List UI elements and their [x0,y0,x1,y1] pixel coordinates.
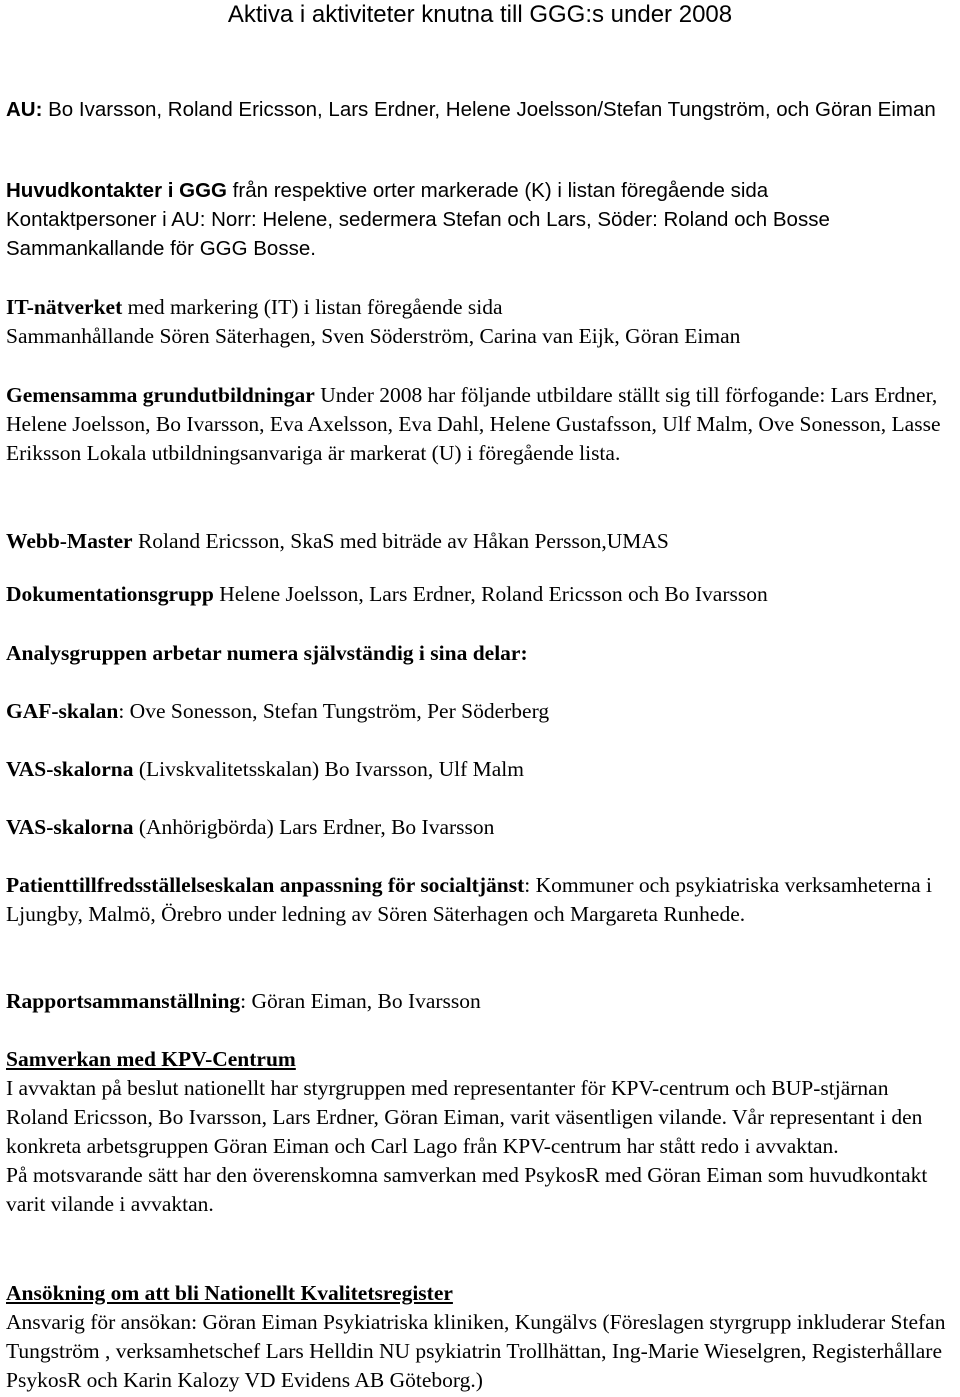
ansokan-text: Ansvarig för ansökan: Göran Eiman Psykiatriska kliniken, Kungälvs (Föreslagen styrgrupp inkluderar Stefan Tungström , verksamhetschef Lars Helldin NU psykiatrin Trollhättan, Ing-Marie Wieselgren, Registerhållare PsykosR och Karin Kalozy VD Evidens AB Göteborg.) [6,1310,946,1392]
rapport-text: : Göran Eiman, Bo Ivarsson [240,989,481,1013]
patient-text: : Kommuner och psykiatriska verksamheterna i Ljungby, Malmö, Örebro under ledning av Sören Säterhagen och Margareta Runhede. [6,873,933,926]
grund-text: Under 2008 har följande utbildare ställt sig till förfogande: Lars Erdner, Helene Joelsson, Bo Ivarsson, Eva Axelsson, Eva Dahl, Helene Gustafsson, Ulf Malm, Ove Sonesson, Lasse Eriksson Lokala utbildningsanvariga är markerat (U) i föregående lista. [6,383,941,465]
kpv-para1: I avvaktan på beslut nationellt har styrgruppen med representanter för KPV-centrum och BUP-stjärnan Roland Ericsson, Bo Ivarsson, Lars Erdner, Göran Eiman, varit väsentligen vilande. Vår representant i den konkreta arbetsgruppen Göran Eiman och Carl Lago från KPV-centrum har stått redo i avvaktan. [6,1076,923,1158]
vas1-section [6,755,954,784]
vas2-text: (Anhörigbörda) Lars Erdner, Bo Ivarsson [133,815,495,839]
huvudkontakter-line2: Kontaktpersoner i AU: Norr: Helene, sedermera Stefan och Lars, Söder: Roland och Bosse [6,208,830,231]
vas1-label: VAS-skalorna [6,757,134,781]
kpv-heading: Samverkan med KPV-Centrum [6,1047,296,1071]
grundutbildning-section [6,381,954,468]
webb-label: Webb-Master [6,529,133,553]
au-label: AU: [6,98,43,121]
kpv-section [6,1045,954,1219]
analys-section [6,639,954,668]
rapport-section [6,987,954,1016]
vas2-label: VAS-skalorna [6,815,134,839]
huvudkontakter-section [6,176,954,263]
gaf-label: GAF-skalan [6,699,119,723]
au-text: Bo Ivarsson, Roland Ericsson, Lars Erdner, Helene Joelsson/Stefan Tungström, och Göran Eiman [42,98,936,121]
webb-text: Roland Ericsson, SkaS med biträde av Håkan Persson,UMAS [132,529,669,553]
dok-text: Helene Joelsson, Lars Erdner, Roland Ericsson och Bo Ivarsson [213,582,768,606]
gaf-text: : Ove Sonesson, Stefan Tungström, Per Söderberg [118,699,550,723]
rapport-label: Rapportsammanställning [6,989,241,1013]
grund-label: Gemensamma grundutbildningar [6,383,315,407]
page-title: Aktiva i aktiviteter knutna till GGG:s under 2008 [227,1,733,28]
huvudkontakter-label: Huvudkontakter i GGG [6,179,227,202]
analys-label: Analysgruppen arbetar numera självständig i sina delar: [6,641,528,665]
ansokan-section [6,1279,954,1395]
dok-section [6,580,954,609]
webb-section [6,527,954,556]
huvudkontakter-line1: från respektive orter markerade (K) i listan föregående sida [226,179,769,202]
patient-section [6,871,954,929]
it-line1: med markering (IT) i listan föregående sida [122,295,503,319]
vas1-text: (Livskvalitetsskalan) Bo Ivarsson, Ulf Malm [133,757,524,781]
vas2-section [6,813,954,842]
it-line2: Sammanhållande Sören Säterhagen, Sven Söderström, Carina van Eijk, Göran Eiman [6,324,741,348]
dok-label: Dokumentationsgrupp [6,582,214,606]
au-section [6,95,954,124]
it-section [6,293,954,351]
huvudkontakter-line3: Sammankallande för GGG Bosse. [6,237,316,260]
it-label: IT-nätverket [6,295,123,319]
gaf-section [6,697,954,726]
kpv-para2: På motsvarande sätt har den överenskomna samverkan med PsykosR med Göran Eiman som huvudkontakt varit vilande i avvaktan. [6,1163,928,1216]
ansokan-heading: Ansökning om att bli Nationellt Kvalitetsregister [6,1281,453,1305]
patient-label: Patienttillfredsställelseskalan anpassning för socialtjänst [6,873,525,897]
